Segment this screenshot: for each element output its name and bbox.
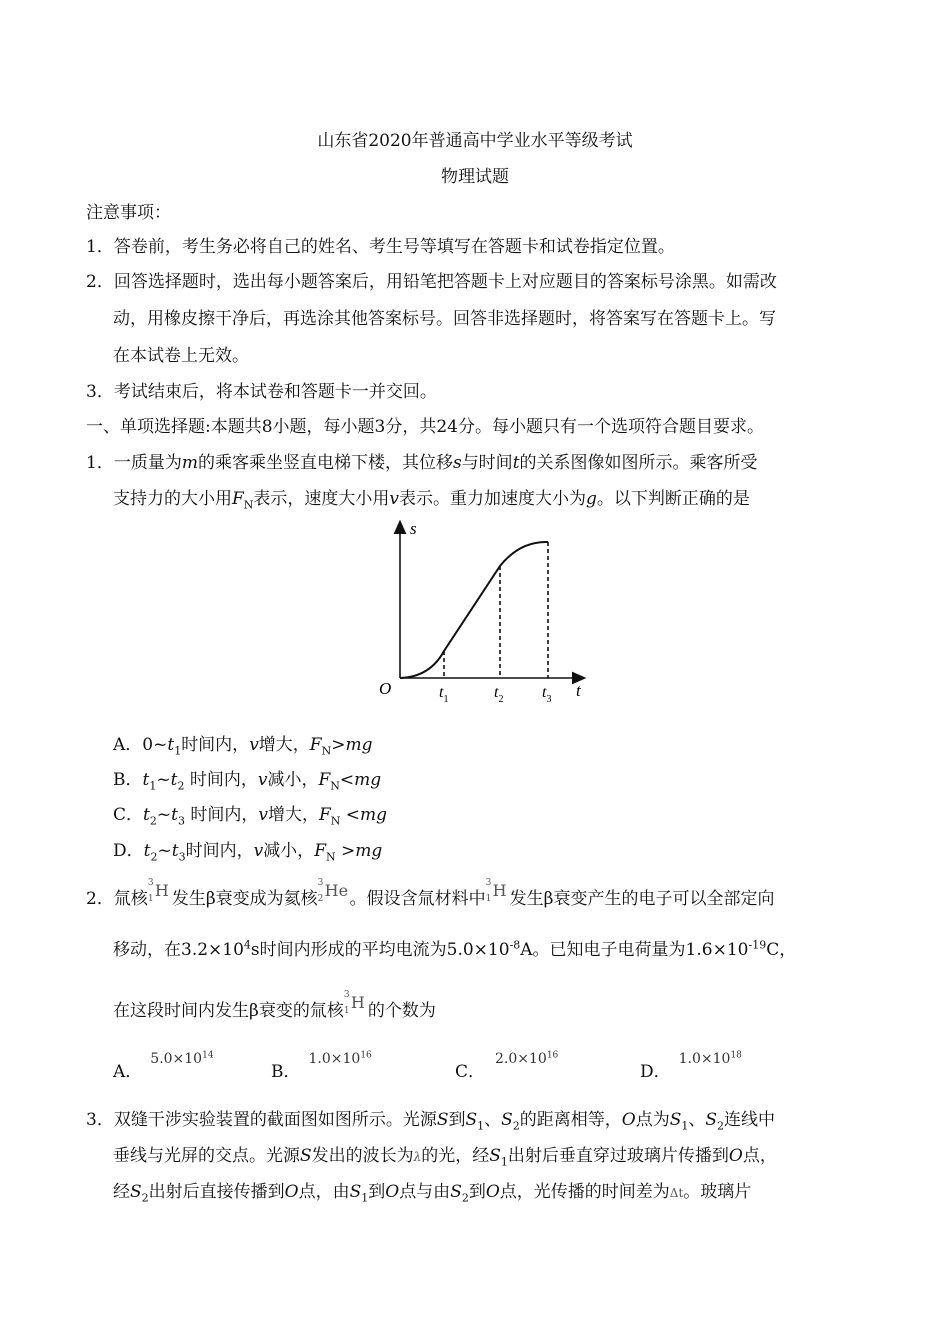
- exam-title: 山东省2020年普通高中学业水平等级考试: [317, 131, 633, 151]
- displacement-curve: [400, 542, 548, 678]
- q1-option-b[interactable]: B．$t_1\sim t_2$ 时间内，v减小，$F_N<mg$: [113, 770, 382, 793]
- q1-option-d[interactable]: D．$t_2\sim t_3$时间内，v减小，$F_N >mg$: [113, 841, 383, 864]
- q1-number: 1．: [86, 453, 114, 473]
- t-axis-label: t: [576, 681, 581, 700]
- t2-label: $t_2$: [494, 684, 504, 705]
- q2-line-2: 移动，在$3.2\times 10^4s$时间内形成的平均电流为$5.0\times 10^{-8}A$。已知电子电荷量为$1.6\times 10^{-19}C$，: [113, 938, 797, 960]
- q3-line-1: 3．双缝干涉实验装置的截面图如图所示。光源S到$S_1$、$S_2$的距离相等，O点为$S_1$、$S_2$连线中: [86, 1110, 776, 1133]
- notice-heading: 注意事项：: [86, 203, 171, 223]
- q1-line-2: 支持力的大小用$F_N$表示，速度大小用v表示。重力加速度大小为g。以下判断正确的是: [113, 489, 750, 512]
- tritium-nuclide: 3 1 H: [343, 990, 365, 1016]
- notice-item-3: 3．考试结束后，将本试卷和答题卡一并交回。: [86, 382, 437, 402]
- tritium-nuclide: 3 1 H: [485, 878, 507, 904]
- q3-line-2: 垂线与光屏的交点。光源S发出的波长为λ的光，经$S_1$出射后垂直穿过玻璃片传播到O点，: [113, 1146, 777, 1169]
- q2-line-1: 2．氚核 3 1 H 发生β衰变成为氦核 3 2 He 。假设含氚材料中 3 1 H 发生β衰变产生的电子可以全部定向: [86, 878, 775, 909]
- q1-line-1: 1．一质量为m的乘客乘坐竖直电梯下楼，其位移s与时间t的关系图像如图所示。乘客所受: [86, 453, 758, 473]
- t3-label: $t_3$: [542, 684, 552, 705]
- t1-label: $t_1$: [439, 684, 449, 705]
- q1-option-a[interactable]: A．$0\sim t_1$时间内，v增大，$F_N>mg$: [113, 735, 373, 758]
- q2-number: 2．: [86, 889, 114, 909]
- q2-line-3: 在这段时间内发生β衰变的氚核 3 1 H 的个数为: [113, 990, 436, 1021]
- q1-option-c[interactable]: C．$t_2\sim t_3$ 时间内，v增大，$F_N <mg$: [113, 805, 388, 828]
- notice-item-2-line-3: 在本试卷上无效。: [113, 346, 249, 366]
- notice-item-1: 1．答卷前，考生务必将自己的姓名、考生号等填写在答题卡和试卷指定位置。: [86, 237, 675, 257]
- q2-option-a[interactable]: A．$^{5.0\times 10^{14}}$: [113, 1050, 214, 1082]
- notice-item-2-line-1: 2．回答选择题时，选出每小题答案后，用铅笔把答题卡上对应题目的答案标号涂黑。如需改: [86, 272, 777, 292]
- q3-line-3: 经$S_2$出射后直接传播到O点，由$S_1$到O点与由$S_2$到O点，光传播的时间差为Δt。玻璃片: [113, 1182, 752, 1205]
- origin-label: O: [379, 679, 392, 698]
- notice-item-2-line-2: 动，用橡皮擦干净后，再选涂其他答案标号。回答非选择题时，将答案写在答题卡上。写: [113, 309, 776, 329]
- q2-option-b[interactable]: B．$^{1.0\times 10^{16}}$: [271, 1050, 372, 1082]
- section-1-heading: 一、单项选择题:本题共8小题，每小题3分，共24分。每小题只有一个选项符合题目要求。: [86, 417, 764, 437]
- helium-nuclide: 3 2 He: [317, 878, 349, 904]
- s-axis-label: s: [410, 519, 417, 538]
- q2-option-c[interactable]: C．$^{2.0\times 10^{16}}$: [455, 1050, 559, 1082]
- q1-st-graph: [370, 516, 600, 712]
- q3-number: 3．: [86, 1110, 114, 1130]
- exam-subtitle: 物理试题: [441, 167, 509, 187]
- q2-option-d[interactable]: D．$^{1.0\times 10^{18}}$: [640, 1050, 742, 1082]
- tritium-nuclide: 3 1 H: [147, 878, 169, 904]
